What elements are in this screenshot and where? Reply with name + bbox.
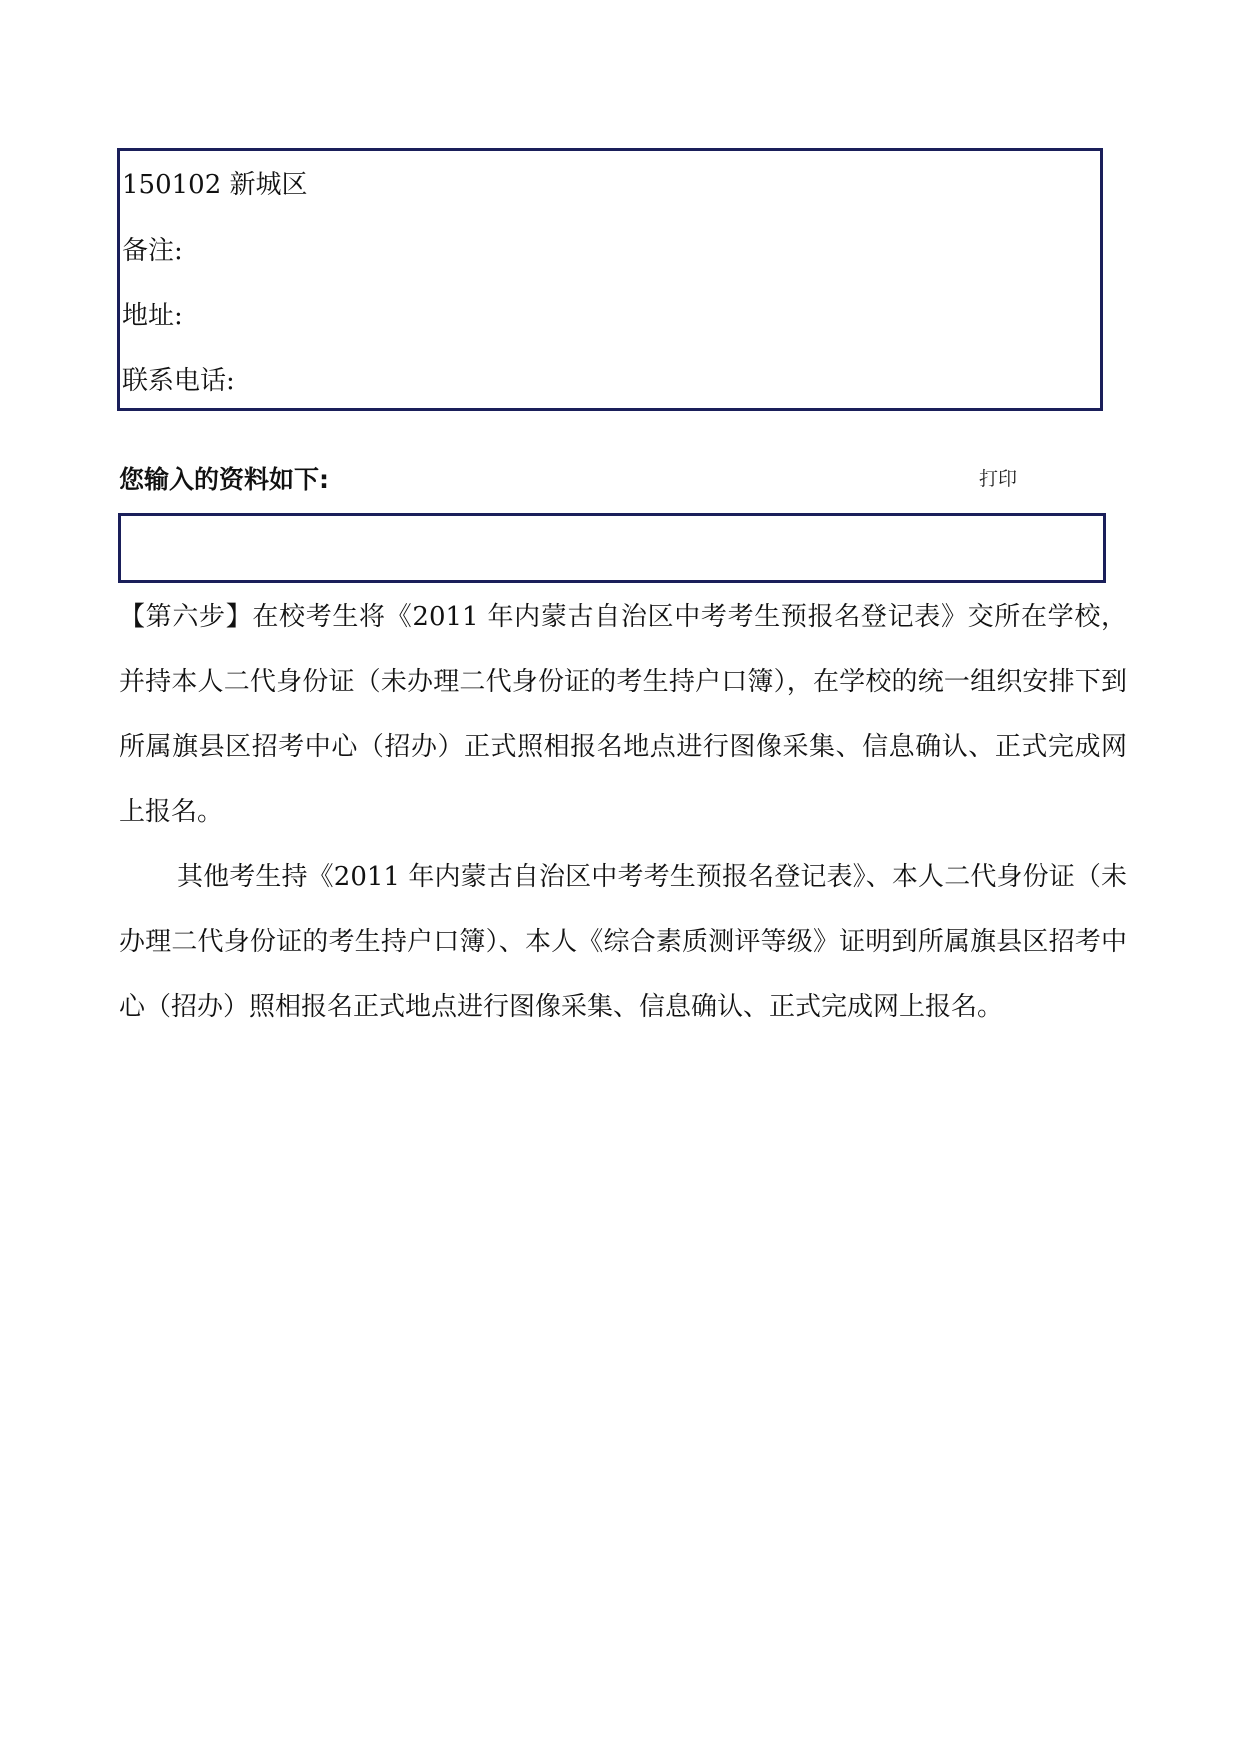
address-label: 地址: — [122, 301, 183, 331]
info-box — [117, 148, 1103, 411]
entered-data-heading: 您输入的资料如下: — [119, 465, 329, 494]
other-candidates-paragraph: 其他考生持《2011 年内蒙古自治区中考考生预报名登记表》、本人二代身份证（未办理二代身份证的考生持户口簿）、本人《综合素质测评等级》证明到所属旗县区招考中心（招办）照相报名正式地点进行图像采集、信息确认、正式完成网上报名。 — [119, 862, 1127, 1022]
entered-data-box — [118, 513, 1106, 583]
district-code-line: 150102 新城区 — [122, 170, 308, 200]
phone-label: 联系电话: — [122, 366, 235, 396]
remarks-label: 备注: — [122, 236, 183, 266]
step-six-paragraph: 【第六步】在校考生将《2011 年内蒙古自治区中考考生预报名登记表》交所在学校，并持本人二代身份证（未办理二代身份证的考生持户口簿），在学校的统一组织安排下到所属旗县区招考中心（招办）正式照相报名地点进行图像采集、信息确认、正式完成网上报名。 — [119, 602, 1127, 827]
print-link[interactable]: 打印 — [979, 468, 1018, 490]
